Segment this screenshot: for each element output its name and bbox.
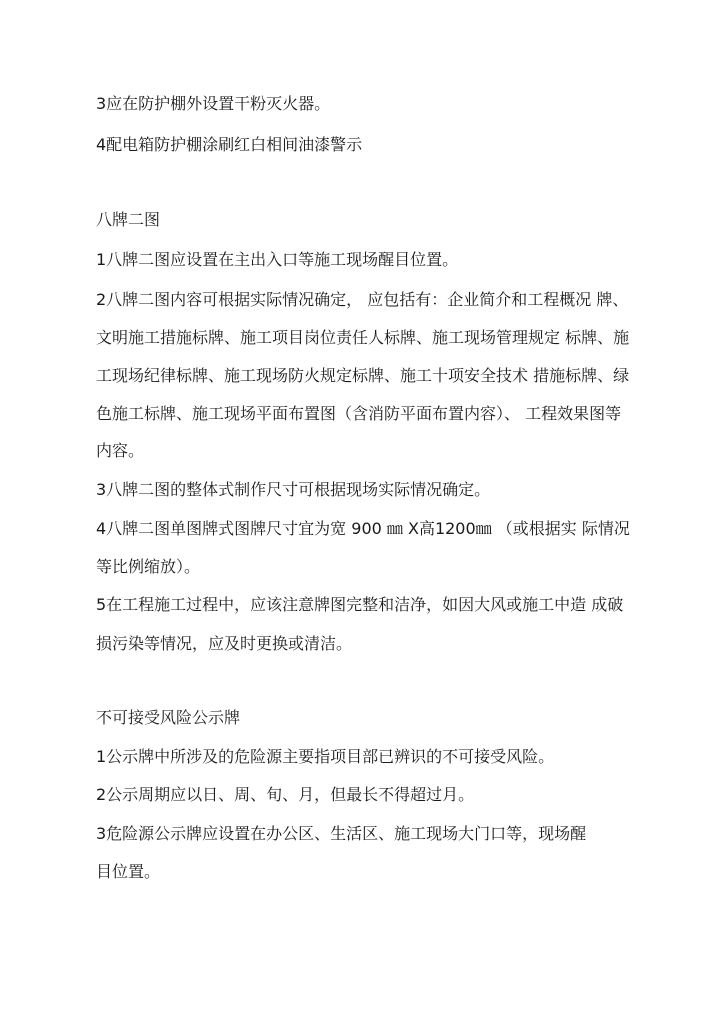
line-item-5a: 5在工程施工过程中，应该注意牌图完整和洁净，如因大风或施工中造 成破 [96, 595, 624, 614]
line-risk-3b: 目位置。 [96, 862, 161, 881]
line-risk-3a: 3危险源公示牌应设置在办公区、生活区、施工现场大门口等，现场醒 [96, 824, 587, 843]
line-distribution-box: 4配电箱防护棚涂刷红白相间油漆警示 [96, 135, 363, 154]
line-item-2d: 色施工标牌、施工现场平面布置图（含消防平面布置内容）、 工程效果图等 [96, 404, 622, 423]
line-item-5b: 损污染等情况，应及时更换或清洁。 [96, 634, 353, 653]
line-risk-1: 1公示牌中所涉及的危险源主要指项目部已辨识的不可接受风险。 [96, 747, 555, 766]
line-item-2b: 文明施工措施标牌、施工项目岗位责任人标牌、施工现场管理规定 标牌、施 [96, 328, 630, 347]
line-item-4b: 等比例缩放）。 [96, 557, 201, 576]
line-item-2c: 工现场纪律标牌、施工现场防火规定标牌、施工十项安全技术 措施标牌、绿 [96, 366, 630, 385]
line-item-3: 3八牌二图的整体式制作尺寸可根据现场实际情况确定。 [96, 480, 491, 499]
line-item-1: 1八牌二图应设置在主出入口等施工现场醒目位置。 [96, 250, 459, 269]
heading-risk-board: 不可接受风险公示牌 [96, 708, 241, 727]
line-item-2e: 内容。 [96, 441, 145, 460]
line-fire-extinguisher: 3应在防护棚外设置干粉灭火器。 [96, 94, 331, 113]
line-item-4a: 4八牌二图单图牌式图牌尺寸宜为宽 900 ㎜ X高1200㎜ （或根据实 际情况 [96, 519, 630, 538]
line-item-2a: 2八牌二图内容可根据实际情况确定， 应包括有：企业简介和工程概况 牌、 [96, 290, 629, 309]
heading-eight-boards-two-maps: 八牌二图 [96, 210, 161, 229]
line-risk-2: 2公示周期应以日、周、旬、月，但最长不得超过月。 [96, 785, 475, 804]
